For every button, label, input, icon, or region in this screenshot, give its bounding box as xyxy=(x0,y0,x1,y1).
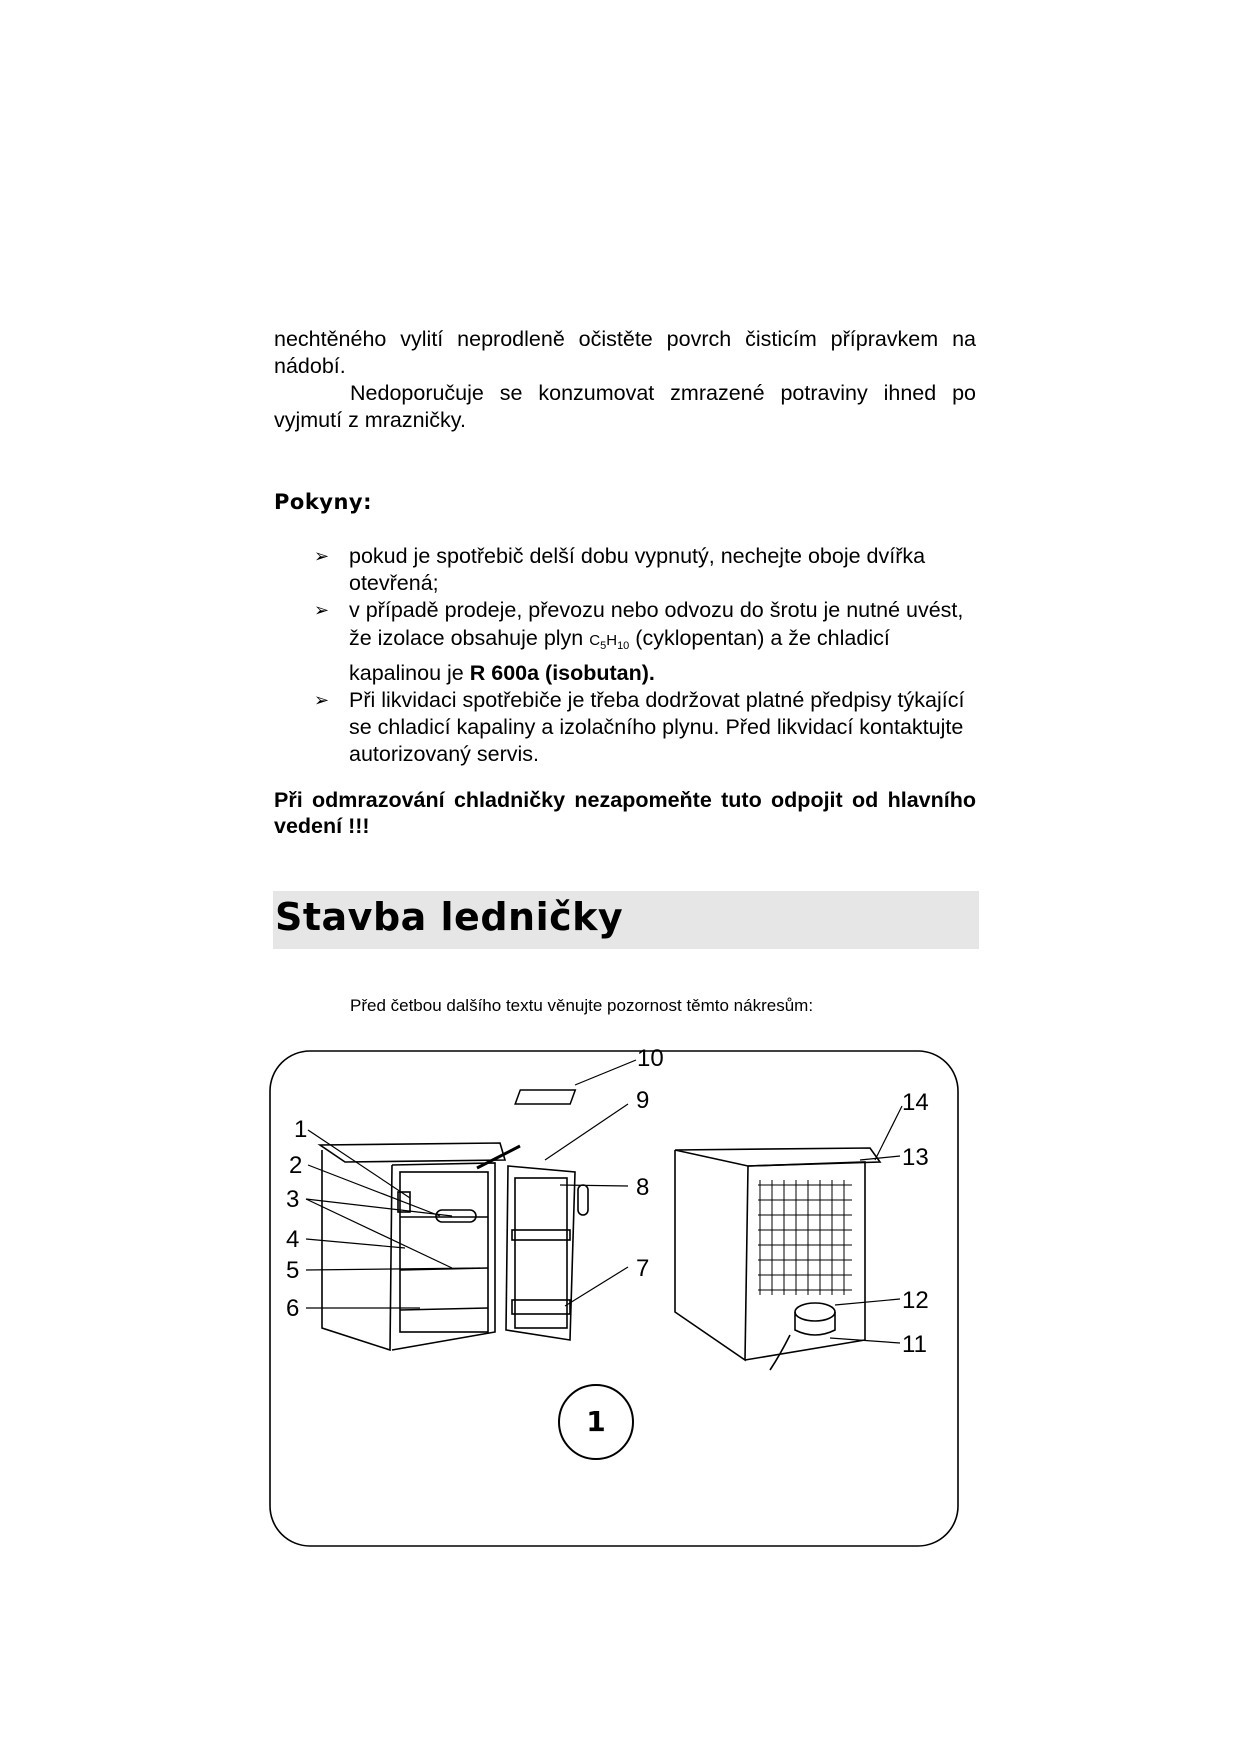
list-item: ➢ v případě prodeje, převozu nebo odvozu do šrotu je nutné uvést, že izolace obsahuje plyn $C_5H_{10}$ (cyklopentan) a že chladicí kapalinou je R 600a (isobutan). xyxy=(314,598,964,685)
arrowhead-bullet-icon: ➢ xyxy=(314,546,330,566)
label-12: 12 xyxy=(902,1287,929,1314)
list-item: ➢ Při likvidaci spotřebiče je třeba dodržovat platné předpisy týkající se chladicí kapaliny a izolačního plynu. Před likvidací kontaktujte autorizovaný servis. xyxy=(314,688,965,767)
paragraph-cleaning: nechtěného vylití neprodleně očistěte povrch čisticím přípravkem na nádobí. xyxy=(274,327,976,378)
arrowhead-bullet-icon: ➢ xyxy=(314,600,330,621)
fridge-front-drawing xyxy=(320,1090,588,1350)
label-4: 4 xyxy=(286,1226,300,1253)
figure-caption: Před četbou dalšího textu věnujte pozornost těmto nákresům: xyxy=(350,996,814,1015)
arrowhead-bullet-icon: ➢ xyxy=(314,690,330,711)
formula: $C_5H_{10}$ xyxy=(589,631,630,652)
list-item: ➢ pokud je spotřebič delší dobu vypnutý, nechejte oboje dvířka otevřená; xyxy=(314,544,926,596)
label-14: 14 xyxy=(902,1089,929,1116)
label-3: 3 xyxy=(286,1186,300,1213)
label-7: 7 xyxy=(636,1255,650,1282)
section-title: Stavba ledničky xyxy=(275,895,624,939)
defrost-warning: Při odmrazování chladničky nezapomeňte tuto odpojit od hlavního vedení !!! xyxy=(274,788,976,838)
leader-lines xyxy=(306,1060,902,1343)
pokyny-heading: Pokyny: xyxy=(274,490,373,514)
label-13: 13 xyxy=(902,1144,929,1171)
figure-frame xyxy=(270,1051,958,1546)
fridge-rear-drawing xyxy=(675,1148,880,1370)
label-8: 8 xyxy=(636,1174,650,1201)
label-11: 11 xyxy=(902,1331,927,1358)
figure-number-badge: 1 xyxy=(558,1384,634,1460)
paragraph-frozen-food: Nedoporučuje se konzumovat zmrazené potraviny ihned po vyjmutí z mrazničky. xyxy=(274,381,976,432)
label-1: 1 xyxy=(294,1116,308,1143)
label-6: 6 xyxy=(286,1295,300,1322)
label-2: 2 xyxy=(289,1152,303,1179)
label-9: 9 xyxy=(636,1087,650,1114)
label-5: 5 xyxy=(286,1257,300,1284)
label-10: 10 xyxy=(637,1045,664,1072)
